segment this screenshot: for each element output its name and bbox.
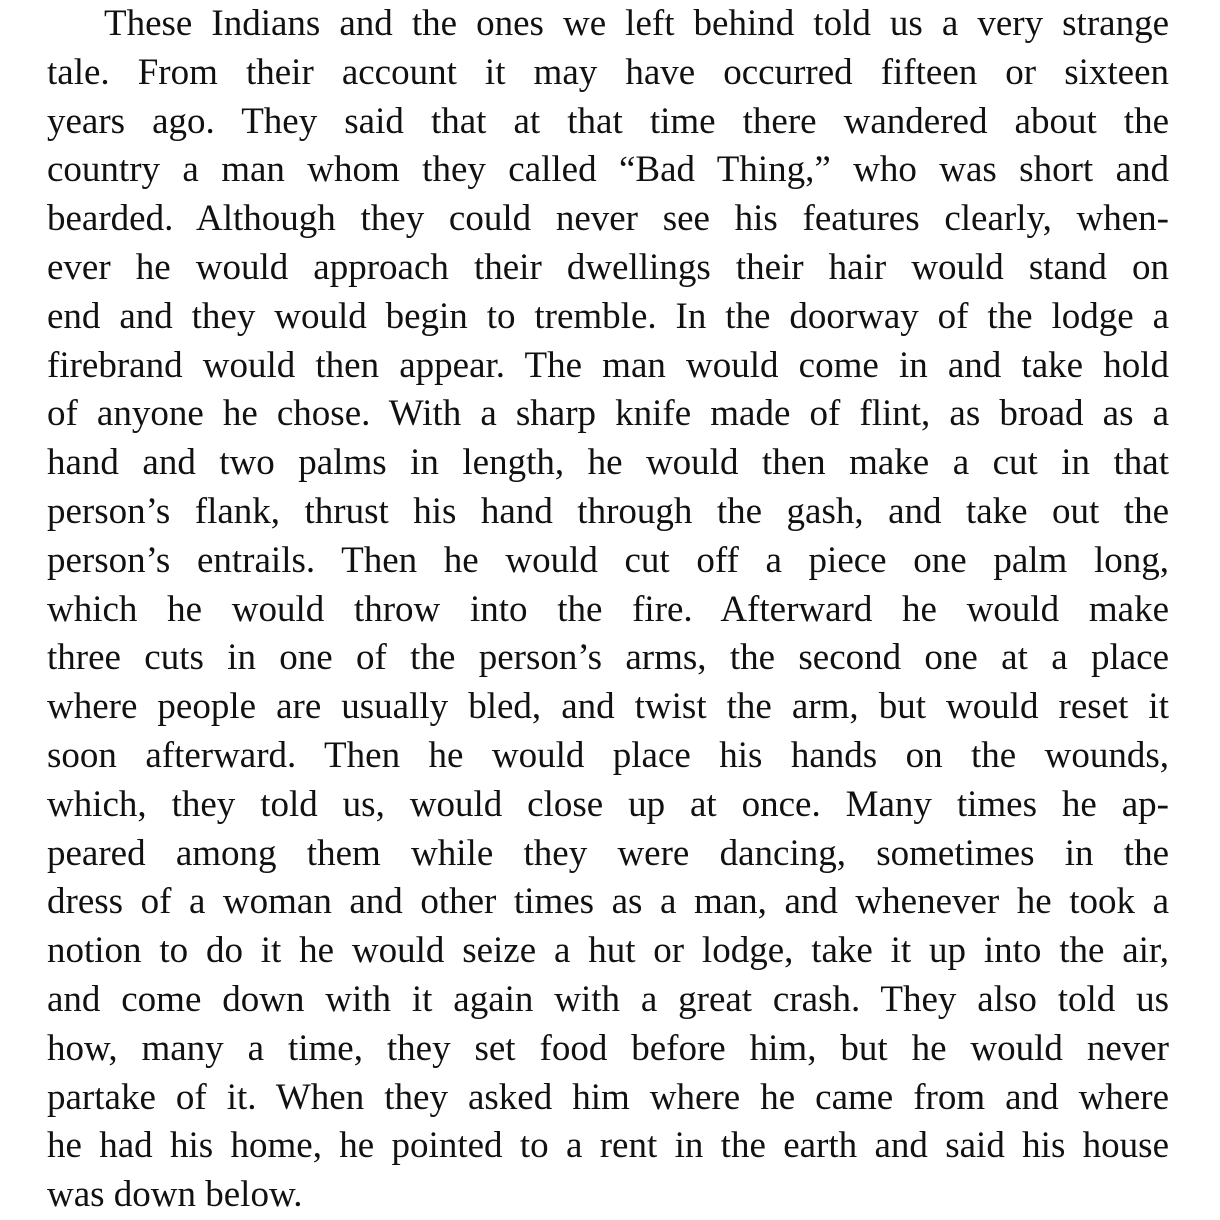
text-line: years ago. They said that at that time there wandered about the xyxy=(47,100,1169,142)
text-line: partake of it. When they asked him where he came from and where xyxy=(47,1076,1169,1118)
text-line: soon afterward. Then he would place his hands on the wounds, xyxy=(47,734,1169,776)
text-line: three cuts in one of the person’s arms, the second one at a place xyxy=(47,637,1169,679)
text-line: which, they told us, would close up at once. Many times he ap- xyxy=(47,783,1169,825)
text-line: bearded. Although they could never see his features clearly, when- xyxy=(47,198,1169,240)
text-line: person’s flank, thrust his hand through the gash, and take out the xyxy=(47,490,1169,532)
text-line: tale. From their account it may have occurred fifteen or sixteen xyxy=(47,51,1169,93)
text-line: ever he would approach their dwellings their hair would stand on xyxy=(47,246,1169,288)
text-line: country a man whom they called “Bad Thing,” who was short and xyxy=(47,149,1169,191)
text-line: how, many a time, they set food before him, but he would never xyxy=(47,1027,1169,1069)
text-line: which he would throw into the fire. Afterward he would make xyxy=(47,588,1169,630)
text-line: end and they would begin to tremble. In the doorway of the lodge a xyxy=(47,295,1169,337)
text-line: of anyone he chose. With a sharp knife made of flint, as broad as a xyxy=(47,393,1169,435)
text-line: dress of a woman and other times as a man, and whenever he took a xyxy=(47,881,1169,923)
text-line: and come down with it again with a great crash. They also told us xyxy=(47,978,1169,1020)
text-line: where people are usually bled, and twist the arm, but would reset it xyxy=(47,686,1169,728)
text-line: These Indians and the ones we left behind told us a very strange xyxy=(104,3,1169,44)
text-line: peared among them while they were dancing, sometimes in the xyxy=(47,832,1169,874)
text-line: he had his home, he pointed to a rent in the earth and said his house xyxy=(47,1125,1169,1167)
text-line: hand and two palms in length, he would then make a cut in that xyxy=(47,442,1169,484)
text-line: notion to do it he would seize a hut or lodge, take it up into the air, xyxy=(47,930,1169,972)
text-line: firebrand would then appear. The man would come in and take hold xyxy=(47,344,1169,386)
text-page xyxy=(47,0,1169,1216)
text-line: person’s entrails. Then he would cut off a piece one palm long, xyxy=(47,539,1169,581)
text-line: was down below. xyxy=(47,1174,303,1216)
